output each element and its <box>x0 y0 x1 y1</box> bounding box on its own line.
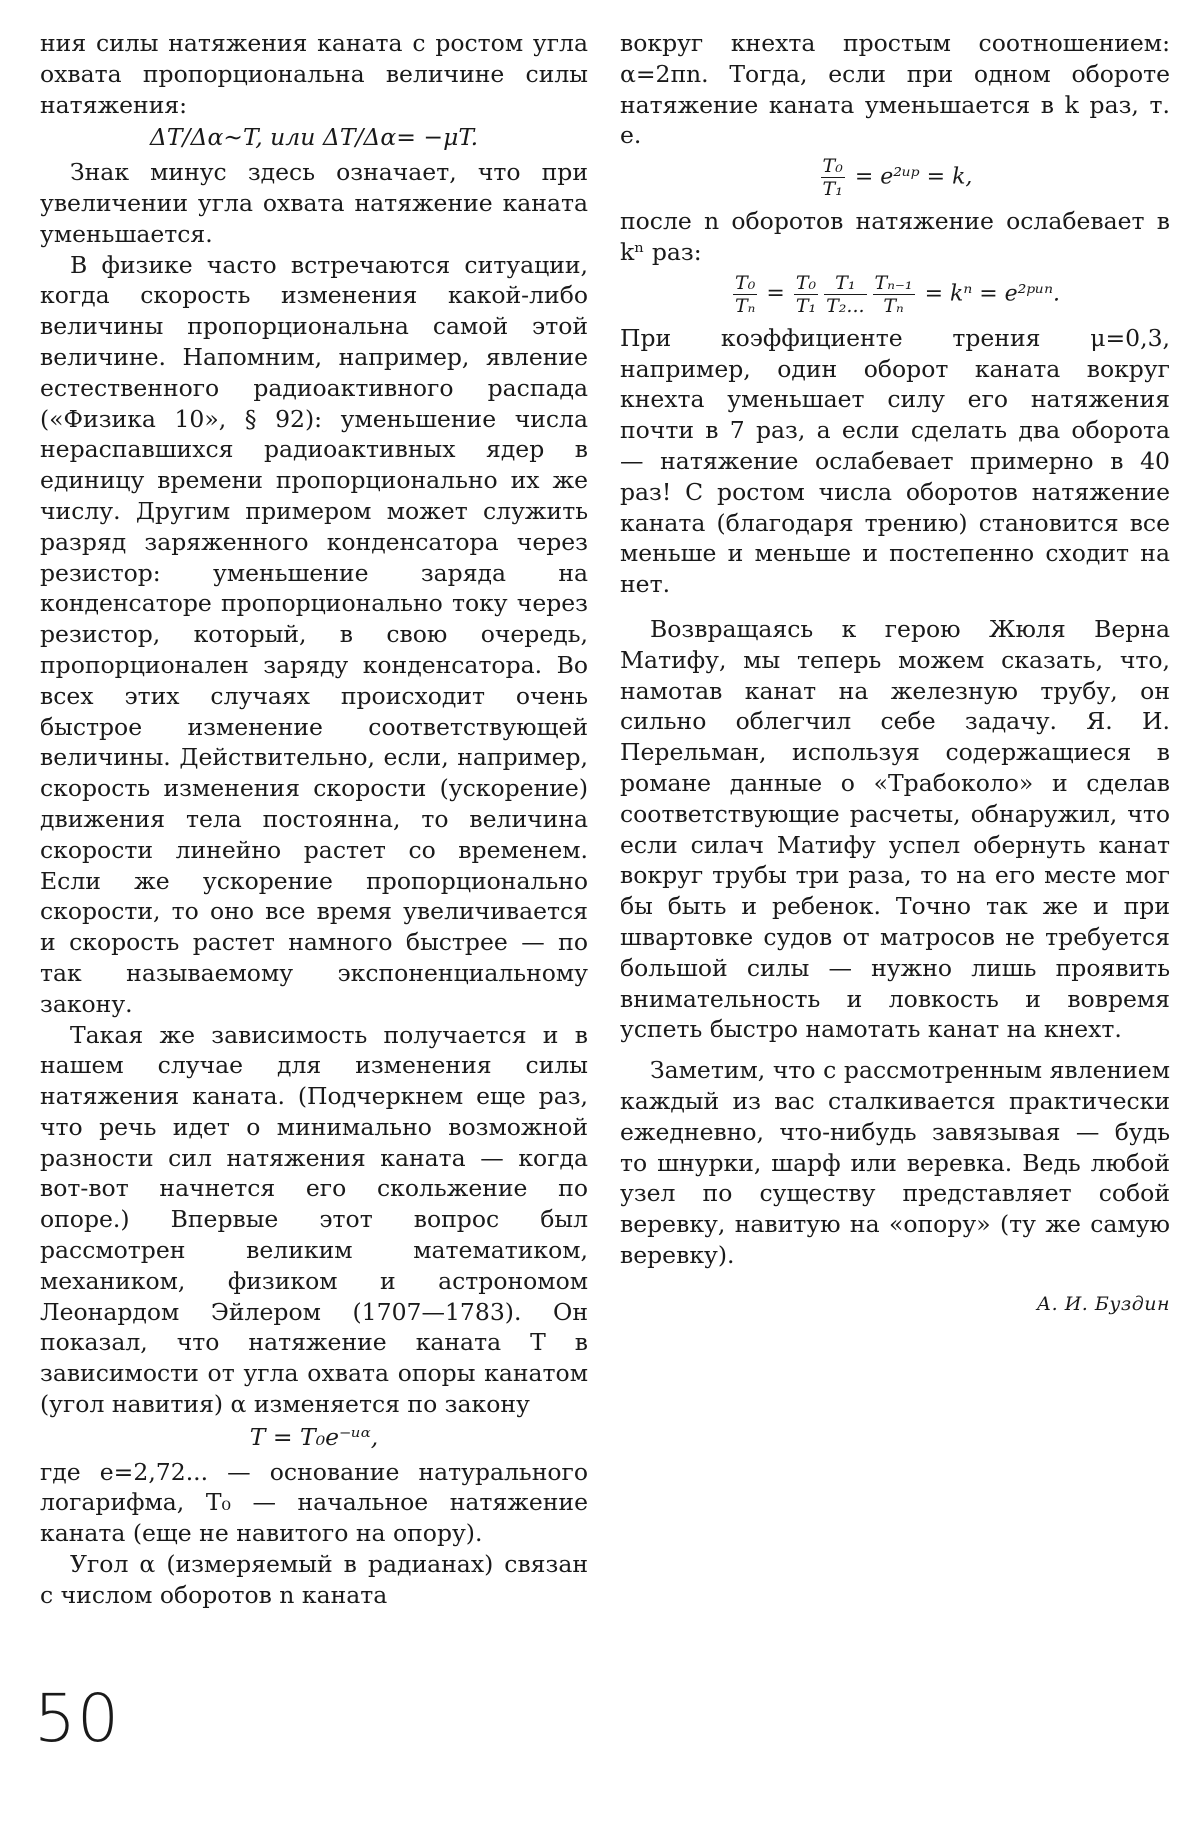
formula-one-turn <box>620 155 1170 200</box>
left-paragraph-2: Знак минус здесь означает, что при увеличении угла охвата натяжение каната уменьшается. <box>40 158 588 248</box>
left-paragraph-6: Угол α (измеряемый в радианах) связан с числом оборотов n каната <box>40 1550 588 1609</box>
formula-tension-ratio: ΔT/Δα∼T, или ΔT/Δα= −μT. <box>149 123 479 152</box>
right-paragraph-3: При коэффициенте трения μ=0,3, например, один оборот каната вокруг кнехта уменьшает силу его натяжения почти в 7 раз, а если сделать два оборота — натяжение ослабевает примерно в 40 раз! С ростом числа оборотов натяжение каната (благодаря трению) становится все меньше и меньше и постепенно сходит на нет. <box>620 323 1170 599</box>
left-paragraph-3: В физике часто встречаются ситуации, когда скорость изменения какой-либо величины пропорциональна самой этой величине. Напомним, например, явление естественного радиоактивного распада («Физика 10», § 92): уменьшение числа нераспавшихся радиоактивных ядер в единицу времени пропорционально их же числу. Другим примером может служить разряд заряженного конденсатора через резистор: уменьшение заряда на конденсаторе пропорционально току через резистор, который, в свою очередь, пропорционален заряду конденсатора. Во всех этих случаях происходит очень быстрое изменение соответствующей величины. Действительно, если, например, скорость изменения скорости (ускорение) движения тела постоянна, то величина скорости линейно растет со временем. Если же ускорение пропорционально скорости, то оно все время увеличивается и скорость растет намного быстрее — по так называемому экспоненциальному закону. <box>40 250 588 1018</box>
left-paragraph-5: где e=2,72... — основание натурального логарифма, T₀ — начальное натяжение каната (еще не навитого на опору). <box>40 1457 588 1548</box>
left-paragraph-4: Такая же зависимость получается и в нашем случае для изменения силы натяжения каната. (Подчеркнем еще раз, что речь идет о минимально возможной разности сил натяжения каната — когда вот-вот начнется его скольжение по опоре.) Впервые этот вопрос был рассмотрен великим математиком, механиком, физиком и астрономом Леонардом Эйлером (1707—1783). Он показал, что натяжение каната T в зависимости от угла охвата опоры канатом (угол навития) α изменяется по закону <box>40 1020 588 1419</box>
right-column <box>620 28 1170 1319</box>
page-number: 50 <box>34 1680 120 1757</box>
formula-euler: T = T₀e⁻ᵘᵅ, <box>249 1422 379 1451</box>
right-paragraph-1: вокруг кнехта простым соотношением: α=2πn. Тогда, если при одном обороте натяжение каната уменьшается в k раз, т. е. <box>620 29 1170 150</box>
fraction-t0-t1: $\frac{\text{T₀}}{\text{T₁}}$ <box>822 155 843 201</box>
fraction-t0-tn: $\frac{\text{T₀}}{\text{Tₙ}}$ <box>735 271 756 317</box>
formula-n-turns-rhs: = kⁿ = e²ᵖᵘⁿ. <box>924 281 1060 307</box>
left-paragraph-1: ния силы натяжения каната с ростом угла охвата пропорциональна величине силы натяжения: <box>40 29 588 119</box>
left-column <box>40 28 588 1611</box>
fraction-t0-t1-b: $\frac{\text{T₀}}{\text{T₁}}$ <box>795 271 817 317</box>
author-signature: А. И. Буздин <box>1036 1292 1170 1315</box>
right-paragraph-5: Заметим, что с рассмотренным явлением каждый из вас сталкивается практически ежедневно, что-нибудь завязывая — будь то шнурки, шарф или веревка. Ведь любой узел по существу представляет собой веревку, навитую на «опору» (ту же самую веревку). <box>620 1056 1170 1269</box>
fraction-tn1-tn: $\frac{\text{Tₙ₋₁}}{\text{Tₙ}}$ <box>874 271 913 317</box>
formula-n-turns: $\frac{\text{T₀}}{\text{Tₙ}}$ = $\frac{\text{T₀}}{\text{T₁}}$ $\frac{\text{T₁}}{\text{T₂...}}$ $\frac{\text{Tₙ₋₁}}{\text{Tₙ}}$ = kⁿ = e²ᵖᵘⁿ. <box>735 271 1060 317</box>
formula-one-turn-rhs: = e²ᵘᵖ = k, <box>854 164 973 190</box>
right-paragraph-2: после n оборотов натяжение ослабевает в kⁿ раз: <box>620 207 1170 266</box>
fraction-t1-t2: $\frac{\text{T₁}}{\text{T₂...}}$ <box>826 271 865 317</box>
right-paragraph-4: Возвращаясь к герою Жюля Верна Матифу, мы теперь можем сказать, что, намотав канат на железную трубу, он сильно облегчил себе задачу. Я. И. Перельман, используя содержащиеся в романе данные о «Трабоколо» и сделав соответствующие расчеты, обнаружил, что если силач Матифу успел обернуть канат вокруг трубы три раза, то на его месте мог бы быть и ребенок. Точно так же и при швартовке судов от матросов не требуется большой силы — нужно лишь проявить внимательность и ловкость и вовремя успеть быстро намотать канат на кнехт. <box>620 614 1170 1044</box>
